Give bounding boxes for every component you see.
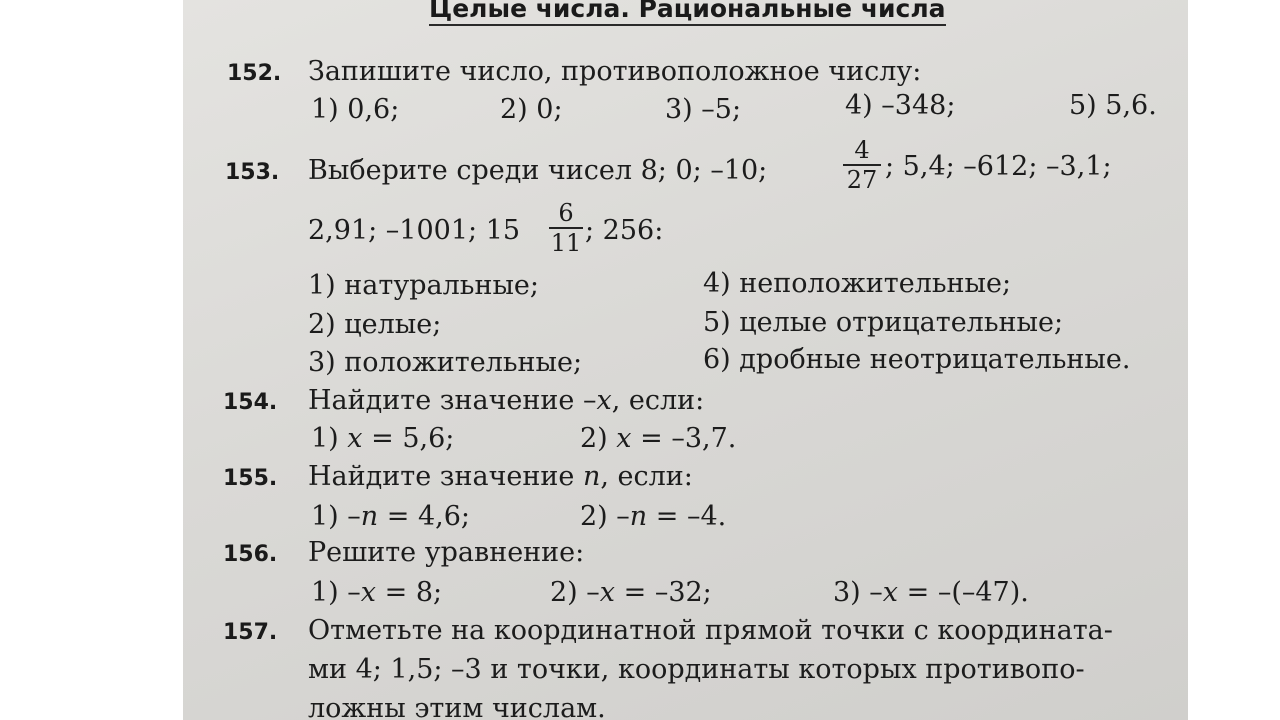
problem-152-answer-1: 1) 0,6; xyxy=(311,94,400,125)
problem-155-answer-1: 1) –n = 4,6; xyxy=(311,501,471,532)
problem-number-156: 156. xyxy=(223,542,278,567)
problem-152-answer-2: 2) 0; xyxy=(500,94,563,125)
problem-152-answer-5: 5) 5,6. xyxy=(1069,90,1157,121)
problem-152-answer-3: 3) –5; xyxy=(665,94,742,125)
problem-number-155: 155. xyxy=(223,466,278,491)
problem-156-answer-1: 1) –x = 8; xyxy=(311,577,443,608)
problem-155-answer-2: 2) –n = –4. xyxy=(580,501,727,532)
fraction-6-11 xyxy=(549,200,583,256)
problem-156-text: Решите уравнение: xyxy=(308,537,585,568)
section-title: Целые числа. Рациональные числа xyxy=(429,0,946,26)
problem-153-line2-a: 2,91; –1001; 15 xyxy=(308,215,521,246)
problem-157-line-3: ложны этим числам. xyxy=(308,693,606,720)
problem-153-text-b: ; 5,4; –612; –3,1; xyxy=(885,151,1112,182)
problem-153-option-2: 2) целые; xyxy=(308,309,442,340)
problem-153-option-5: 5) целые отрицательные; xyxy=(703,307,1064,338)
problem-154-answer-2: 2) x = –3,7. xyxy=(580,423,737,454)
problem-number-153: 153. xyxy=(225,160,280,185)
problem-152-answer-4: 4) –348; xyxy=(845,90,956,121)
problem-154-text: Найдите значение –x, если: xyxy=(308,385,705,416)
problem-156-answer-3: 3) –x = –(–47). xyxy=(833,577,1029,608)
problem-153-option-3: 3) положительные; xyxy=(308,347,583,378)
problem-154-answer-1: 1) x = 5,6; xyxy=(311,423,455,454)
fraction-denominator: 27 xyxy=(846,166,878,194)
fraction-numerator: 6 xyxy=(558,199,574,227)
problem-153-option-4: 4) неположительные; xyxy=(703,268,1012,299)
fraction-numerator: 4 xyxy=(854,136,870,164)
textbook-page xyxy=(183,0,1188,720)
problem-156-answer-2: 2) –x = –32; xyxy=(550,577,712,608)
problem-153-line2-b: ; 256: xyxy=(585,215,664,246)
problem-number-157: 157. xyxy=(223,620,278,645)
problem-155-text: Найдите значение n, если: xyxy=(308,461,693,492)
problem-number-154: 154. xyxy=(223,390,278,415)
problem-153-text-a: Выберите среди чисел 8; 0; –10; xyxy=(308,155,768,186)
fraction-denominator: 11 xyxy=(550,229,582,257)
problem-157-line-1: Отметьте на координатной прямой точки с координата- xyxy=(308,615,1113,646)
problem-157-line-2: ми 4; 1,5; –3 и точки, координаты которых противопо- xyxy=(308,654,1085,685)
problem-number-152: 152. xyxy=(227,61,282,86)
problem-153-option-6: 6) дробные неотрицательные. xyxy=(703,344,1131,375)
fraction-4-27 xyxy=(843,137,881,193)
problem-152-text: Запишите число, противоположное числу: xyxy=(308,56,922,87)
problem-153-option-1: 1) натуральные; xyxy=(308,270,540,301)
